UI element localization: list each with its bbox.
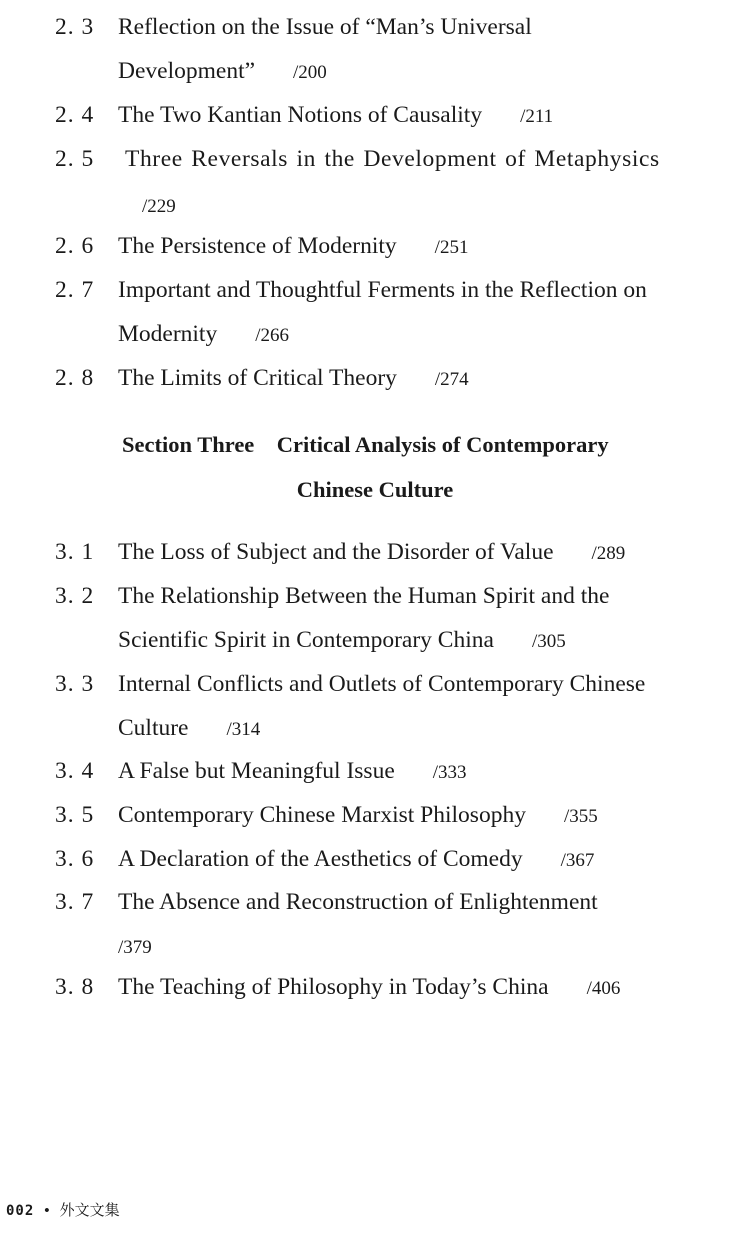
page-ref: /289 bbox=[591, 543, 626, 564]
bullet-separator: • bbox=[44, 1203, 50, 1219]
page-ref: /314 bbox=[226, 719, 261, 740]
page-ref: /305 bbox=[531, 631, 566, 652]
entry-title: The Limits of Critical Theory /274 bbox=[118, 365, 469, 391]
entry-number: 3. 7 bbox=[55, 889, 95, 915]
page-ref: /251 bbox=[434, 237, 469, 258]
entry-number: 3. 3 bbox=[55, 671, 95, 697]
entry-title-continued: Scientific Spirit in Contemporary China /305 bbox=[118, 627, 566, 653]
entry-title: The Relationship Between the Human Spirit and the bbox=[118, 583, 610, 609]
page-ref: /379 bbox=[118, 937, 152, 958]
section-heading-continued: Chinese Culture bbox=[296, 477, 454, 502]
entry-title: The Absence and Reconstruction of Enlightenment bbox=[118, 889, 598, 915]
page-ref: /266 bbox=[255, 325, 289, 346]
page-ref: /367 bbox=[560, 850, 595, 871]
page-ref: /229 bbox=[142, 196, 176, 217]
series-title: 外文文集 bbox=[59, 1203, 120, 1219]
page-ref: /274 bbox=[434, 369, 469, 390]
entry-title-continued: Culture /314 bbox=[118, 715, 261, 741]
entry-number: 2. 4 bbox=[55, 102, 95, 128]
entry-title: Internal Conflicts and Outlets of Contemporary Chinese bbox=[118, 671, 646, 697]
entry-number: 3. 5 bbox=[55, 802, 95, 828]
entry-number: 2. 7 bbox=[55, 277, 95, 303]
entry-title: Contemporary Chinese Marxist Philosophy /355 bbox=[118, 802, 598, 828]
entry-title: Important and Thoughtful Ferments in the Reflection on bbox=[118, 277, 647, 303]
entry-number: 3. 6 bbox=[55, 846, 95, 872]
page-ref: /406 bbox=[586, 978, 621, 999]
page-ref: /355 bbox=[563, 806, 598, 827]
entry-title-continued: Development” /200 bbox=[118, 58, 327, 84]
entry-title: A Declaration of the Aesthetics of Comedy /367 bbox=[118, 846, 595, 872]
entry-number: 2. 5 bbox=[55, 146, 95, 172]
page-ref: /200 bbox=[293, 62, 327, 83]
entry-title: A False but Meaningful Issue /333 bbox=[118, 758, 467, 784]
entry-number: 3. 4 bbox=[55, 758, 95, 784]
section-heading: Section Three Critical Analysis of Contemporary bbox=[122, 432, 609, 457]
entry-number: 3. 8 bbox=[55, 974, 95, 1000]
entry-number: 3. 1 bbox=[55, 539, 95, 565]
entry-title: Reflection on the Issue of “Man’s Universal bbox=[118, 14, 532, 40]
entry-title-continued: Modernity /266 bbox=[118, 321, 289, 347]
page-ref-wrapper bbox=[118, 933, 152, 960]
page-number: 002 bbox=[6, 1203, 35, 1219]
entry-number: 2. 3 bbox=[55, 14, 95, 40]
page-ref: /211 bbox=[520, 106, 554, 127]
entry-title: The Loss of Subject and the Disorder of Value /289 bbox=[118, 539, 626, 565]
page-ref-wrapper bbox=[142, 192, 176, 219]
entry-number: 2. 6 bbox=[55, 233, 95, 259]
entry-number: 3. 2 bbox=[55, 583, 95, 609]
entry-title: The Persistence of Modernity /251 bbox=[118, 233, 469, 259]
entry-title: The Teaching of Philosophy in Today’s China /406 bbox=[118, 974, 621, 1000]
page-ref: /333 bbox=[432, 762, 467, 783]
entry-title: The Two Kantian Notions of Causality /211 bbox=[118, 102, 554, 128]
entry-number: 2. 8 bbox=[55, 365, 95, 391]
entry-title: Three Reversals in the Development of Metaphysics bbox=[125, 146, 660, 172]
page-footer bbox=[6, 1199, 120, 1220]
